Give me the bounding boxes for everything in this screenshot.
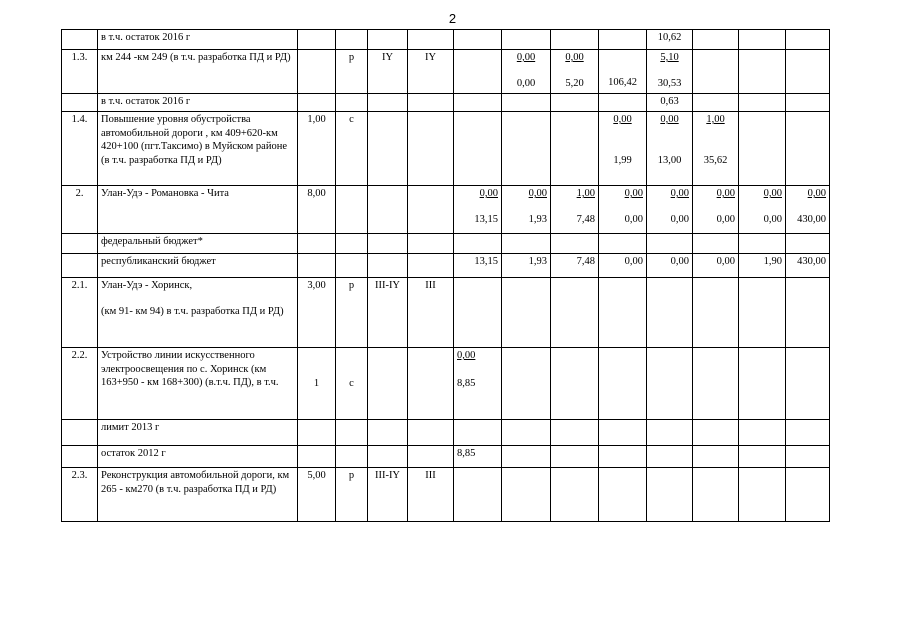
- table-row: [62, 50, 830, 94]
- cell-value: 430,00: [797, 213, 826, 225]
- cell-value: 0,00: [647, 254, 693, 278]
- cell-value: 5,20: [565, 77, 584, 89]
- length-km: 1,00: [298, 112, 336, 186]
- cell-value: 430,00: [786, 254, 830, 278]
- cell-value: 7,48: [551, 254, 599, 278]
- row-name: Повышение уровня обустройства автомобильной дороги , км 409+620-км 420+100 (пгт.Таксимо) в Муйском районе (в т.ч. разработка ПД и РД): [98, 112, 298, 186]
- length-km: 8,00: [298, 186, 336, 234]
- category-before: IY: [368, 50, 408, 94]
- row-name-continued: (км 91- км 94) в т.ч. разработка ПД и РД): [101, 305, 284, 317]
- row-name: в т.ч. остаток 2016 г: [98, 30, 298, 50]
- table-row: [62, 254, 830, 278]
- cell-value: 0,00: [763, 188, 782, 199]
- cell-value: 0,00: [716, 188, 735, 199]
- cell-value: 106,42: [608, 77, 637, 88]
- cell-value: 1,00: [706, 114, 725, 125]
- cell-value: 8,85: [457, 377, 476, 389]
- cell-value: 5,10: [660, 52, 679, 63]
- cell-value: 1,93: [528, 213, 547, 225]
- table-row: [62, 278, 830, 348]
- length-km: 5,00: [298, 468, 336, 522]
- category-before: III-IY: [368, 468, 408, 522]
- category-before: III-IY: [368, 278, 408, 348]
- cell-value: 0,00: [457, 350, 476, 361]
- table-row: [62, 94, 830, 112]
- category-after: III: [408, 468, 454, 522]
- table-row: [62, 234, 830, 254]
- table-row: [62, 186, 830, 234]
- cell-value: 1,90: [739, 254, 786, 278]
- row-number: 2.: [62, 186, 98, 234]
- category-after: IY: [408, 50, 454, 94]
- cell-value: 0,00: [624, 213, 643, 225]
- cell-value: 0,00: [599, 254, 647, 278]
- row-name: Улан-Удэ - Хоринск,: [101, 280, 193, 291]
- cell-value: 13,15: [474, 213, 498, 225]
- cell-value: 13,15: [454, 254, 502, 278]
- cell-value: 8,85: [454, 446, 502, 468]
- row-number: 2.2.: [62, 348, 98, 420]
- row-name: Улан-Удэ - Романовка - Чита: [98, 186, 298, 234]
- cell-value: 1,93: [502, 254, 551, 278]
- cell-value: 0,00: [528, 188, 547, 199]
- row-name: Реконструкция автомобильной дороги, км 265 - км270 (в т.ч. разработка ПД и РД): [98, 468, 298, 522]
- cell-value: 0,00: [660, 114, 679, 125]
- cell-value: 0,00: [670, 213, 689, 225]
- row-name: республиканский бюджет: [98, 254, 298, 278]
- table-row: [62, 468, 830, 522]
- cell-value: 0,00: [670, 188, 689, 199]
- cell-value: 0,00: [624, 188, 643, 199]
- table-row: [62, 446, 830, 468]
- row-name: в т.ч. остаток 2016 г: [98, 94, 298, 112]
- cell-value: 10,62: [647, 30, 693, 50]
- cell-value: 0,00: [516, 52, 536, 63]
- row-name: лимит 2013 г: [98, 420, 298, 446]
- cell-value: 0,00: [716, 213, 735, 225]
- row-number: 2.1.: [62, 278, 98, 348]
- table-row: [62, 420, 830, 446]
- row-number: 1.3.: [62, 50, 98, 94]
- cell-value: 0,63: [647, 94, 693, 112]
- cell-value: 1,99: [613, 154, 632, 166]
- cell-value: 0,00: [565, 52, 584, 63]
- row-name: Устройство линии искусственного электроосвещения по с. Хоринск (км 163+950 - км 168+300) (в.т.ч. ПД), в т.ч.: [98, 348, 298, 420]
- cell-value: 0,00: [516, 77, 536, 89]
- cell-value: 1,00: [576, 188, 595, 199]
- work-type: р: [336, 278, 368, 348]
- row-name: остаток 2012 г: [98, 446, 298, 468]
- row-name: федеральный бюджет*: [98, 234, 298, 254]
- cell-value: 30,53: [657, 77, 682, 89]
- row-number: 2.3.: [62, 468, 98, 522]
- cell-value: 0,00: [613, 114, 632, 125]
- road-program-table: [61, 29, 830, 522]
- page-number: 2: [448, 11, 457, 26]
- work-type: с: [336, 348, 368, 420]
- work-type: р: [336, 50, 368, 94]
- cell-value: 0,00: [479, 188, 498, 199]
- table-row: [62, 112, 830, 186]
- cell-value: 0,00: [807, 188, 826, 199]
- cell-value: 13,00: [657, 154, 682, 166]
- length-km: 1: [298, 348, 336, 420]
- row-name: км 244 -км 249 (в т.ч. разработка ПД и РД): [98, 50, 298, 94]
- row-number: 1.4.: [62, 112, 98, 186]
- cell-value: 0,00: [693, 254, 739, 278]
- cell-value: 35,62: [703, 154, 728, 166]
- work-type: с: [336, 112, 368, 186]
- table-row: [62, 30, 830, 50]
- category-after: III: [408, 278, 454, 348]
- length-km: 3,00: [298, 278, 336, 348]
- cell-value: 7,48: [576, 213, 595, 225]
- cell-value: 0,00: [763, 213, 782, 225]
- work-type: р: [336, 468, 368, 522]
- table-row: [62, 348, 830, 420]
